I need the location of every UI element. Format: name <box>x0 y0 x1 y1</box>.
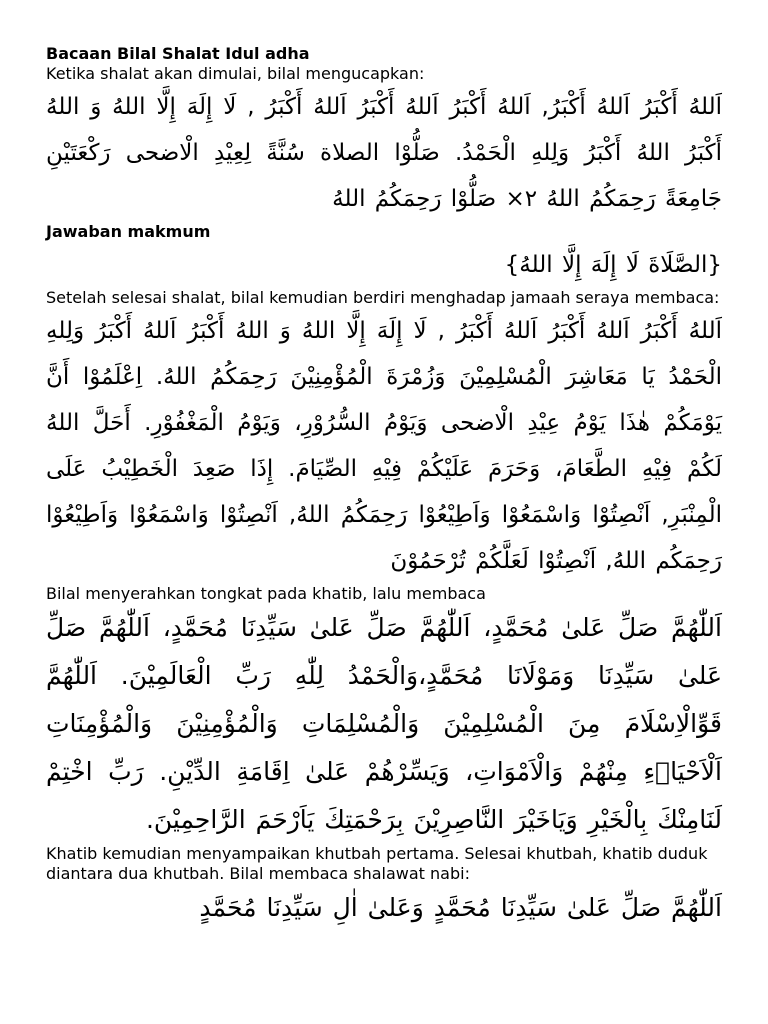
section4-instruction: Bilal menyerahkan tongkat pada khatib, lalu membaca <box>46 584 486 603</box>
section3-instruction: Setelah selesai shalat, bilal kemudian berdiri menghadap jamaah seraya membaca: <box>46 288 720 307</box>
section4-arabic-text: اَللّٰهُمَّ صَلِّ عَلىٰ مُحَمَّدٍ، اَللّٰهُمَّ صَلِّ عَلىٰ سَيِّدِنَا مُحَمَّدٍ، اَللّٰهُمَّ صَلِّ عَلىٰ سَيِّدِنَا وَمَوْلَانَا مُحَمَّدٍ،وَالْحَمْدُ لِلّٰهِ رَبِّ الْعَالَمِيْنَ. اَللّٰهُمَّ قَوِّالْاِسْلَامَ مِنَ الْمُسْلِمِيْنَ وَالْمُسْلِمَاتِ وَالْمُؤْمِنِيْنَ وَالْمُؤْمِنَاتِ اَلْاَحْيَاۤءِ مِنْهُمْ وَالْاَمْوَاتِ، وَيَسِّرْهُمْ عَلىٰ اِقَامَةِ الدِّيْنِ. رَبِّ اخْتِمْ لَنَامِنْكَ بِالْخَيْرِ وَيَاخَيْرَ النَّاصِرِيْنَ بِرَحْمَتِكَ يَاَرْحَمَ الرَّاحِمِيْنَ. <box>46 613 722 834</box>
section5-arabic-text: اَللّٰهُمَّ صَلِّ عَلىٰ سَيِّدِنَا مُحَمَّدٍ وَعَلىٰ اٰلِ سَيِّدِنَا مُحَمَّدٍ <box>199 893 722 922</box>
section1-title: Bacaan Bilal Shalat Idul adha <box>46 44 310 63</box>
section1-instruction: Ketika shalat akan dimulai, bilal mengucapkan: <box>46 64 425 83</box>
section2-title: Jawaban makmum <box>46 222 211 241</box>
section5-instruction: Khatib kemudian menyampaikan khutbah pertama. Selesai khutbah, khatib duduk diantara dua khutbah. Bilal membaca shalawat nabi: <box>46 844 708 883</box>
section2-arabic-text: {الصَّلَاةَ لَا إِلَهَ إِلَّا اللهُ} <box>504 252 722 278</box>
section3-arabic-text: اَللهُ أَكْبَرُ اَللهُ أَكْبَرُ اَللهُ أَكْبَرُ , لَا إِلَهَ إِلَّا اللهُ وَ اللهُ أَكْبَرُ اَللهُ أَكْبَرُ وَلِلهِ الْحَمْدُ يَا مَعَاشِرَ الْمُسْلِمِيْنَ وَزُمْرَةَ الْمُؤْمِنِيْنَ رَحِمَكُمُ اللهُ. اِعْلَمُوْا أَنَّ يَوْمَكُمْ هٰذَا يَوْمُ عِيْدِ الْاضحى وَيَوْمُ السُّرُوْرِ، وَيَوْمُ الْمَغْفُوْرِ. أَحَلَّ اللهُ لَكُمْ فِيْهِ الطَّعَامَ، وَحَرَمَ عَلَيْكُمْ فِيْهِ الصِّيَامَ. إِذَا صَعِدَ الْخَطِيْبُ عَلَى الْمِنْبَرِ, اَنْصِتُوْا وَاسْمَعُوْا وَاَطِيْعُوْا رَحِمَكُمُ اللهُ, اَنْصِتُوْا وَاسْمَعُوْا وَاَطِيْعُوْا رَحِمَكُم اللهُ, اَنْصِتُوْا لَعَلَّكُمْ تُرْحَمُوْنَ <box>46 318 722 574</box>
section1-arabic-text: اَللهُ أَكْبَرُ اَللهُ أَكْبَرُ, اَللهُ أَكْبَرُ اَللهُ أَكْبَرُ اَللهُ أَكْبَرُ , لَا إِلَهَ إِلَّا اللهُ وَ اللهُ أَكْبَرُ اللهُ أَكْبَرُ وَلِلهِ الْحَمْدُ. صَلُّوْا الصلاة سُنَّةً لِعِيْدِ الْاضحى رَكْعَتَيْنِ جَامِعَةً رَحِمَكُمُ اللهُ ٢× صَلُّوْا رَحِمَكُمُ اللهُ <box>46 94 722 212</box>
